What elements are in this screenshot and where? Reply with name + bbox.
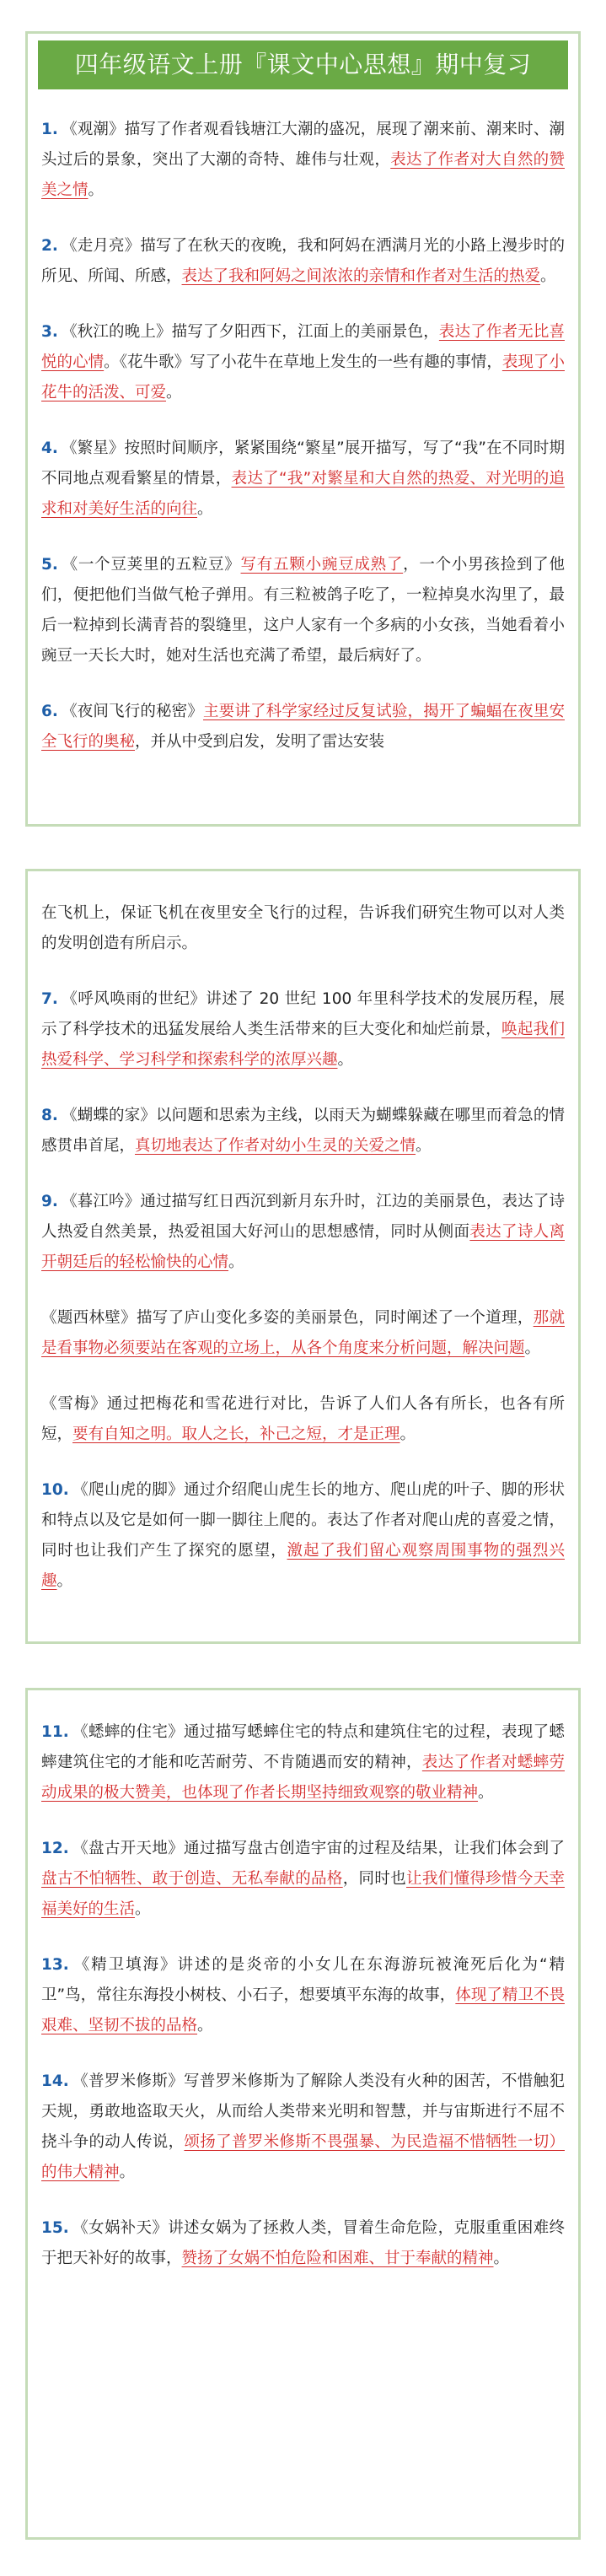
body-text: ，同时也 bbox=[342, 1870, 407, 1888]
body-text: 《夜间飞行的秘密》 bbox=[61, 703, 203, 720]
body-text: 。 bbox=[228, 1253, 244, 1271]
body-text: 《一个豆荚里的五粒豆》 bbox=[61, 556, 241, 574]
body-text: 。 bbox=[197, 500, 213, 518]
body-text: 。 bbox=[400, 1425, 416, 1443]
summary-item bbox=[41, 1389, 565, 1450]
highlighted-text: 主要讲了科学家经过反复试验，揭开了蝙蝠在夜里安全飞行的奥秘 bbox=[41, 703, 565, 751]
highlighted-text: 真切地表达了作者对幼小生灵的关爱之情 bbox=[135, 1137, 416, 1155]
item-number: 11. bbox=[41, 1723, 69, 1741]
item-list-2 bbox=[41, 898, 565, 1622]
summary-card-3 bbox=[25, 1688, 581, 2540]
highlighted-text: 颂扬了普罗米修斯不畏强暴、为民造福不惜牺牲一切）的伟大精神 bbox=[41, 2133, 565, 2181]
body-text: 。 bbox=[416, 1137, 432, 1155]
body-text: 。 bbox=[478, 1784, 494, 1802]
body-text: 《蝴蝶的家》以问题和思索为主线，以雨天为蝴蝶躲藏在哪里而着急的情感贯串首尾， bbox=[41, 1107, 565, 1155]
body-text: 。 bbox=[493, 2250, 510, 2267]
highlighted-text: 唤起我们热爱科学、学习科学和探索科学的浓厚兴趣 bbox=[41, 1021, 565, 1069]
body-text: 《走月亮》描写了在秋天的夜晚，我和阿妈在洒满月光的小路上漫步时的所见、所闻、所感， bbox=[41, 237, 565, 285]
highlighted-text: 表现了小花牛的活泼、可爱 bbox=[41, 353, 565, 401]
summary-card-1 bbox=[25, 31, 581, 827]
highlighted-text: 表达了作者对大自然的赞美之情 bbox=[41, 151, 565, 199]
item-number: 2. bbox=[41, 237, 58, 255]
highlighted-text: 盘古不怕牺牲、敢于创造、无私奉献的品格 bbox=[41, 1870, 343, 1888]
summary-item bbox=[41, 1187, 565, 1278]
body-text: 《秋江的晚上》描写了夕阳西下，江面上的美丽景色， bbox=[61, 323, 439, 341]
body-text: 。 bbox=[135, 1900, 151, 1918]
highlighted-text: 表达了“我”对繁星和大自然的热爱、对光明的追求和对美好生活的向往 bbox=[41, 470, 565, 518]
body-text: 《暮江吟》通过描写红日西沉到新月东升时，江边的美丽景色，表达了诗人热爱自然美景，热爱祖国大好河山的思想感情，同时从侧面 bbox=[41, 1193, 565, 1241]
body-text: 。 bbox=[166, 384, 182, 401]
summary-item bbox=[41, 550, 565, 671]
body-text: 《繁星》按照时间顺序，紧紧围绕“繁星”展开描写，写了“我”在不同时期不同地点观看繁星的情景， bbox=[41, 439, 565, 488]
body-text: 。 bbox=[119, 2164, 136, 2181]
summary-item bbox=[41, 984, 565, 1075]
highlighted-text: 那就是看事物必须要站在客观的立场上，从各个角度来分析问题，解决问题 bbox=[41, 1309, 565, 1357]
highlighted-text: 体现了精卫不畏艰难、坚韧不拔的品格 bbox=[41, 1986, 565, 2034]
summary-item bbox=[41, 1101, 565, 1161]
highlighted-text: 赞扬了女娲不怕危险和困难、甘于奉献的精神 bbox=[181, 2250, 494, 2267]
summary-item bbox=[41, 1303, 565, 1364]
summary-item bbox=[41, 898, 565, 959]
highlighted-text: 表达了我和阿妈之间浓浓的亲情和作者对生活的热爱 bbox=[181, 267, 541, 285]
highlighted-text: 表达了作者对蟋蟀劳动成果的极大赞美，也体现了作者长期坚持细致观察的敬业精神 bbox=[41, 1754, 565, 1802]
item-number: 6. bbox=[41, 703, 58, 720]
item-number: 3. bbox=[41, 323, 58, 341]
item-number: 14. bbox=[41, 2072, 69, 2090]
item-number: 13. bbox=[41, 1956, 69, 1974]
body-text: 《精卫填海》讲述的是炎帝的小女儿在东海游玩被淹死后化为“精卫”鸟，常往东海投小树枝、小石子，想要填平东海的故事， bbox=[41, 1956, 565, 2004]
item-list-1 bbox=[41, 115, 565, 783]
body-text: 。 bbox=[88, 181, 105, 199]
highlighted-text: 表达了诗人离开朝廷后的轻松愉快的心情 bbox=[41, 1223, 565, 1271]
body-text: 《呼风唤雨的世纪》讲述了 20 世纪 100 年里科学技术的发展历程，展示了科学技术的迅猛发展给人类生活带来的巨大变化和灿烂前景， bbox=[41, 990, 565, 1038]
highlighted-text: 让我们懂得珍惜今天幸福美好的生活 bbox=[41, 1870, 565, 1918]
highlighted-text: 要有自知之明。取人之长，补己之短，才是正理 bbox=[72, 1425, 400, 1443]
item-number: 1. bbox=[41, 121, 58, 138]
body-text: ，并从中受到启发，发明了雷达安装 bbox=[135, 733, 385, 751]
summary-item bbox=[41, 2213, 565, 2274]
item-number: 15. bbox=[41, 2219, 69, 2237]
summary-item bbox=[41, 1834, 565, 1925]
summary-item bbox=[41, 697, 565, 757]
body-text: 《观潮》描写了作者观看钱塘江大潮的盛况，展现了潮来前、潮来时、潮头过后的景象，突出了大潮的奇特、雄伟与壮观， bbox=[41, 121, 565, 169]
summary-item bbox=[41, 1717, 565, 1808]
highlighted-text: 激起了我们留心观察周围事物的强烈兴趣 bbox=[41, 1542, 565, 1590]
item-number: 8. bbox=[41, 1107, 58, 1124]
item-number: 4. bbox=[41, 439, 58, 457]
body-text: 在飞机上，保证飞机在夜里安全飞行的过程，告诉我们研究生物可以对人类的发明创造有所启示。 bbox=[41, 904, 565, 952]
item-number: 7. bbox=[41, 990, 58, 1008]
body-text: 《蟋蟀的住宅》通过描写蟋蟀住宅的特点和建筑住宅的过程，表现了蟋蟀建筑住宅的才能和吃苦耐劳、不肯随遇而安的精神， bbox=[41, 1723, 565, 1771]
body-text: 《题西林壁》描写了庐山变化多姿的美丽景色，同时阐述了一个道理， bbox=[41, 1309, 534, 1327]
body-text: 《盘古开天地》通过描写盘古创造宇宙的过程及结果，让我们体会到了 bbox=[72, 1840, 565, 1857]
item-number: 5. bbox=[41, 556, 58, 574]
body-text: 。 bbox=[337, 1051, 354, 1069]
summary-item bbox=[41, 317, 565, 408]
body-text: 。 bbox=[540, 267, 556, 285]
body-text: ，一个小男孩捡到了他们，便把他们当做气枪子弹用。有三粒被鸽子吃了，一粒掉臭水沟里了，最后一粒掉到长满青苔的裂缝里，这户人家有一个多病的小女孩，当她看着小豌豆一天长大时，她对生活也充满了希望，最后病好了。 bbox=[41, 556, 565, 665]
body-text: 。 bbox=[524, 1339, 541, 1357]
body-text: 。《花牛歌》写了小花牛在草地上发生的一些有趣的事情， bbox=[104, 353, 502, 371]
summary-item bbox=[41, 1950, 565, 2041]
summary-item bbox=[41, 434, 565, 525]
highlighted-text: 写有五颗小豌豆成熟了 bbox=[240, 556, 404, 574]
highlighted-text: 表达了作者无比喜悦的心情 bbox=[41, 323, 565, 371]
body-text: 《雪梅》通过把梅花和雪花进行对比，告诉了人们人各有所长，也各有所短， bbox=[41, 1395, 565, 1443]
body-text: 《爬山虎的脚》通过介绍爬山虎生长的地方、爬山虎的叶子、脚的形状和特点以及它是如何一脚一脚往上爬的。表达了作者对爬山虎的喜爱之情，同时也让我们产生了探究的愿望， bbox=[41, 1481, 565, 1560]
item-number: 10. bbox=[41, 1481, 69, 1499]
body-text: 《普罗米修斯》写普罗米修斯为了解除人类没有火种的困苦，不惜触犯天规，勇敢地盗取天火，从而给人类带来光明和智慧，并与宙斯进行不屈不挠斗争的动人传说， bbox=[41, 2072, 565, 2151]
item-number: 12. bbox=[41, 1840, 69, 1857]
item-number: 9. bbox=[41, 1193, 58, 1210]
summary-item bbox=[41, 1475, 565, 1597]
summary-item bbox=[41, 115, 565, 206]
body-text: 《女娲补天》讲述女娲为了拯救人类，冒着生命危险，克服重重困难终于把天补好的故事， bbox=[41, 2219, 565, 2267]
body-text: 。 bbox=[197, 2017, 213, 2034]
body-text: 。 bbox=[56, 1572, 73, 1590]
summary-card-2 bbox=[25, 869, 581, 1644]
page-title: 四年级语文上册『课文中心思想』期中复习 bbox=[38, 40, 568, 89]
summary-item bbox=[41, 231, 565, 292]
item-list-3 bbox=[41, 1717, 565, 2299]
summary-item bbox=[41, 2067, 565, 2188]
